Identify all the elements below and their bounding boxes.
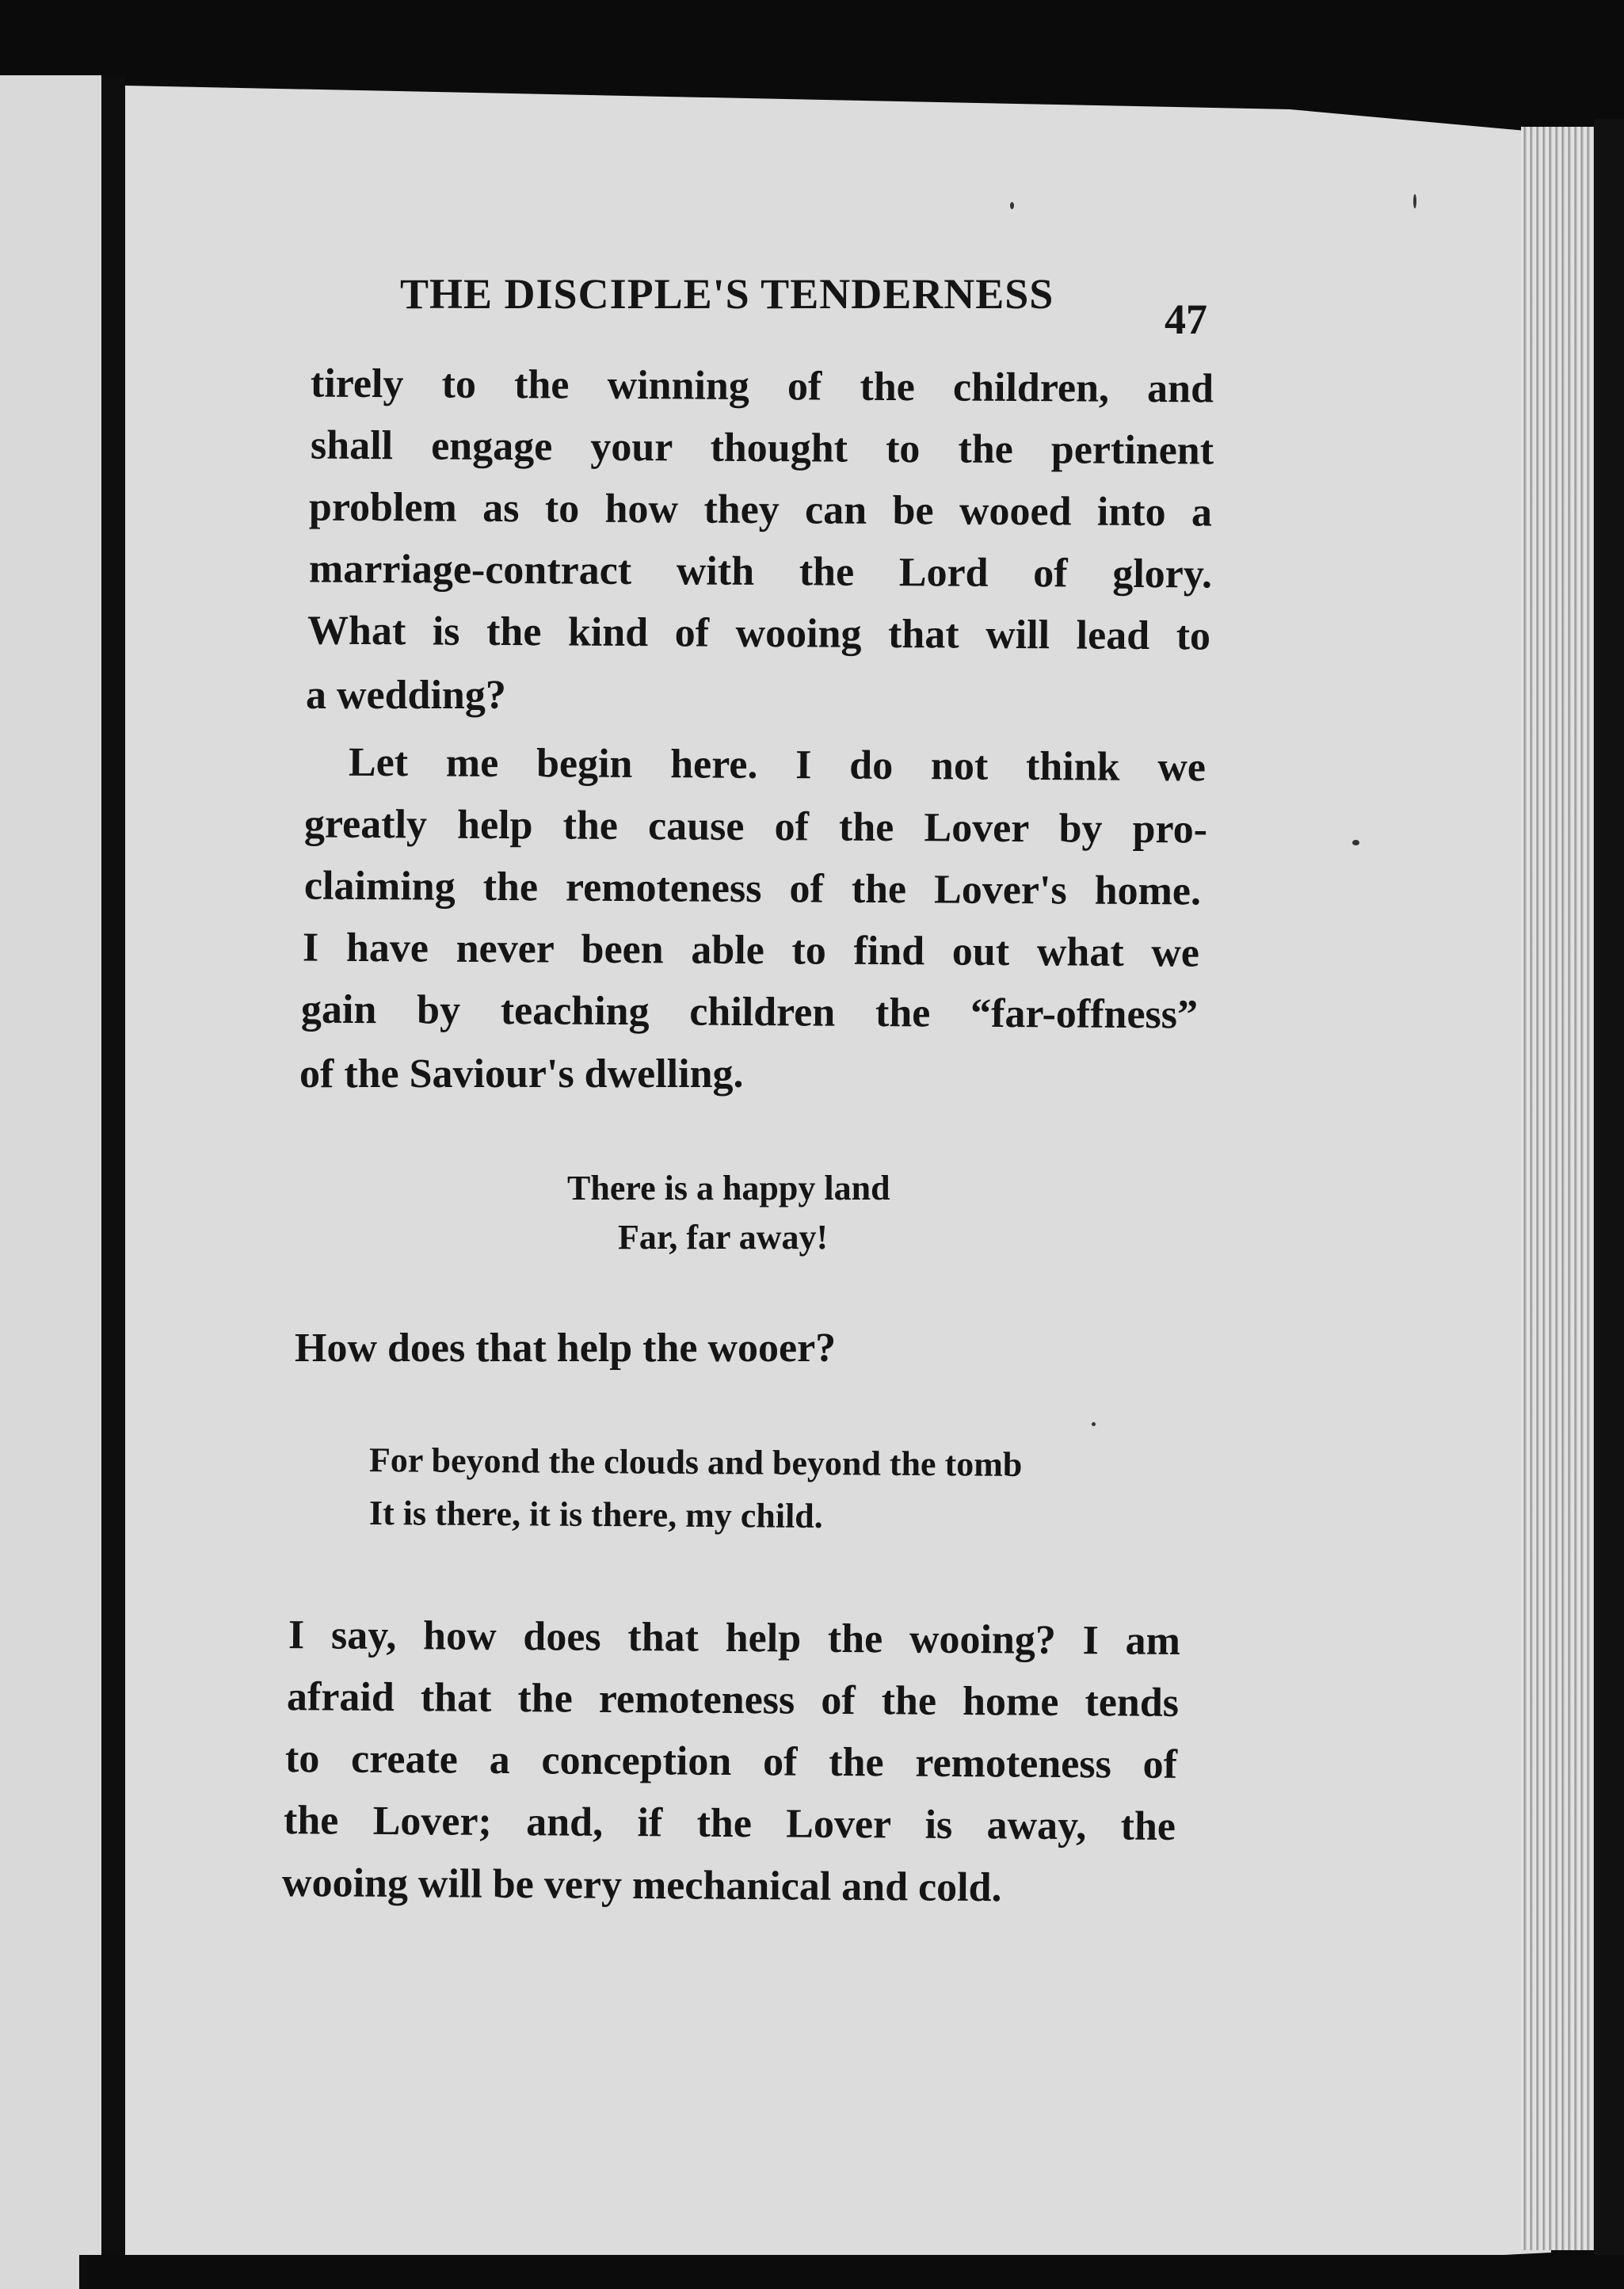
paragraph1-line: shall engage your thought to the pertinent	[310, 422, 1214, 474]
paragraph3-line: wooing will be very mechanical and cold.	[281, 1860, 1002, 1911]
scan-speck	[1352, 840, 1359, 845]
verse1-line: Far, far away!	[618, 1218, 829, 1257]
verse1-line: There is a happy land	[567, 1169, 890, 1207]
right-shadow	[1594, 119, 1624, 2258]
scan-speck	[1010, 202, 1014, 209]
verse2-line: It is there, it is there, my child.	[368, 1494, 823, 1536]
left-facing-page-edge	[0, 75, 101, 2289]
bottom-shadow	[79, 2255, 1624, 2289]
paragraph1-line: marriage-contract with the Lord of glory.	[308, 546, 1213, 597]
running-head: THE DISCIPLE'S TENDERNESS	[400, 270, 1054, 318]
book-gutter	[101, 75, 125, 2289]
paragraph1-line: What is the kind of wooing that will lead to	[307, 608, 1211, 659]
page-number: 47	[1165, 296, 1207, 343]
paragraph3-line: to create a conception of the remoteness of	[284, 1736, 1178, 1787]
page-stack-edges	[1521, 127, 1596, 2250]
paragraph1-line: tirely to the winning of the children, and	[310, 361, 1214, 412]
paragraph2-line: claiming the remoteness of the Lover's home.	[303, 863, 1202, 914]
paragraph3-line: I say, how does that help the wooing? I am	[288, 1612, 1181, 1664]
paragraph1-line: a wedding?	[306, 673, 506, 718]
paragraph2-line: Let me begin here. I do not think we	[348, 739, 1207, 791]
paragraph1-line: problem as to how they can be wooed into a	[308, 484, 1213, 536]
paragraph2-line: gain by teaching children the “far-offness”	[300, 986, 1199, 1038]
scan-speck	[1092, 1422, 1096, 1426]
paragraph2-line: I have never been able to find out what we	[302, 925, 1200, 976]
question-line: How does that help the wooer?	[295, 1326, 837, 1371]
verse2-line: For beyond the clouds and beyond the tomb	[368, 1440, 1023, 1484]
paragraph2-line: of the Saviour's dwelling.	[299, 1051, 744, 1097]
paragraph2-line: greatly help the cause of the Lover by pro-	[303, 801, 1208, 853]
paragraph3-line: the Lover; and, if the Lover is away, the	[283, 1798, 1176, 1849]
paragraph3-line: afraid that the remoteness of the home tends	[286, 1674, 1180, 1726]
scan-speck	[1413, 194, 1416, 208]
